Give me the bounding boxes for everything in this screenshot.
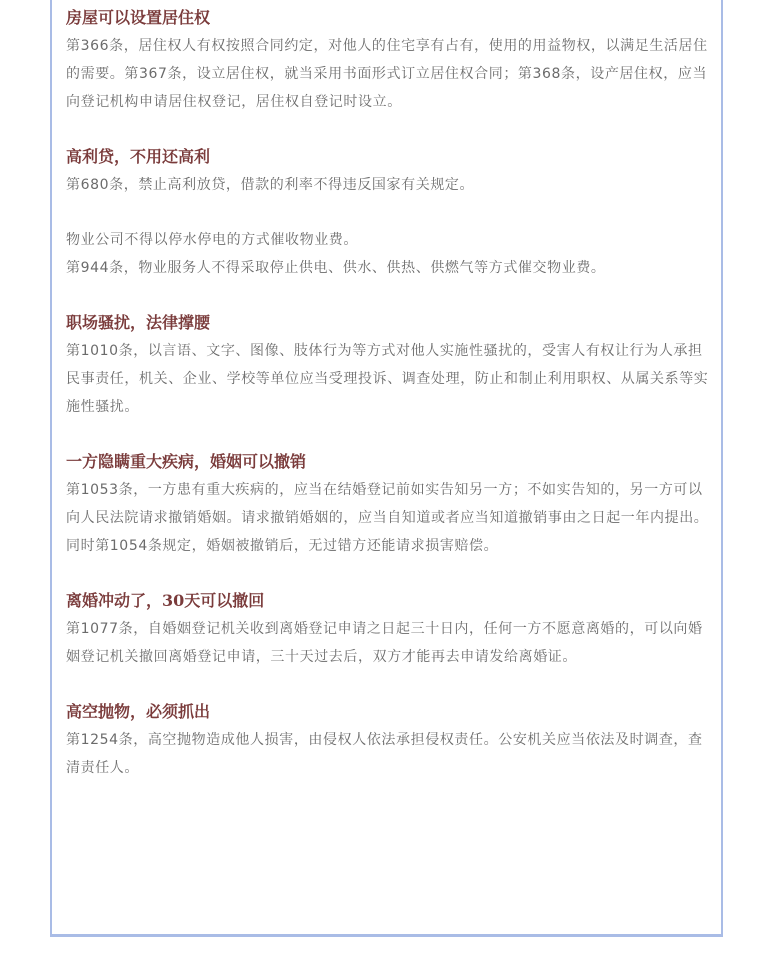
article-content — [66, 4, 712, 809]
section-paragraph: 第1254条，高空抛物造成他人损害，由侵权人依法承担侵权责任。公安机关应当依法及时调查，查清责任人。 — [66, 732, 703, 776]
section-high-interest-loan — [66, 143, 712, 199]
section-paragraph: 第944条，物业服务人不得采取停止供电、供水、供热、供燃气等方式催交物业费。 — [66, 260, 606, 276]
section-divorce-cooling-off — [66, 587, 712, 671]
section-paragraph: 物业公司不得以停水停电的方式催收物业费。 — [66, 232, 358, 248]
section-heading: 高利贷，不用还高利 — [66, 147, 211, 166]
section-heading: 离婚冲动了，30天可以撤回 — [66, 591, 265, 610]
section-heading: 一方隐瞒重大疾病，婚姻可以撤销 — [66, 452, 307, 471]
section-paragraph: 第1053条，一方患有重大疾病的，应当在结婚登记前如实告知另一方；不如实告知的，另一方可以向人民法院请求撤销婚姻。请求撤销婚姻的，应当自知道或者应当知道撤销事由之日起一年内提出。同时第1054条规定，婚姻被撤销后，无过错方还能请求损害赔偿。 — [66, 482, 709, 554]
section-property-management — [66, 226, 712, 282]
section-heading: 房屋可以设置居住权 — [66, 8, 211, 27]
section-falling-objects — [66, 698, 712, 782]
section-paragraph: 第1010条，以言语、文字、图像、肢体行为等方式对他人实施性骚扰的，受害人有权让行为人承担民事责任，机关、企业、学校等单位应当受理投诉、调查处理，防止和制止利用职权、从属关系等实施性骚扰。 — [66, 343, 709, 415]
section-paragraph: 第680条，禁止高利放贷，借款的利率不得违反国家有关规定。 — [66, 177, 475, 193]
section-heading: 高空抛物，必须抓出 — [66, 702, 211, 721]
section-residence-right — [66, 4, 712, 116]
section-workplace-harassment — [66, 309, 712, 421]
section-concealed-illness — [66, 448, 712, 560]
section-paragraph: 第366条，居住权人有权按照合同约定，对他人的住宅享有占有，使用的用益物权，以满足生活居住的需要。第367条，设立居住权，就当采用书面形式订立居住权合同；第368条，设产居住权，应当向登记机构申请居住权登记，居住权自登记时设立。 — [66, 38, 708, 110]
section-heading: 职场骚扰，法律撑腰 — [66, 313, 211, 332]
section-paragraph: 第1077条，自婚姻登记机关收到离婚登记申请之日起三十日内，任何一方不愿意离婚的，可以向婚姻登记机关撤回离婚登记申请，三十天过去后，双方才能再去申请发给离婚证。 — [66, 621, 703, 665]
